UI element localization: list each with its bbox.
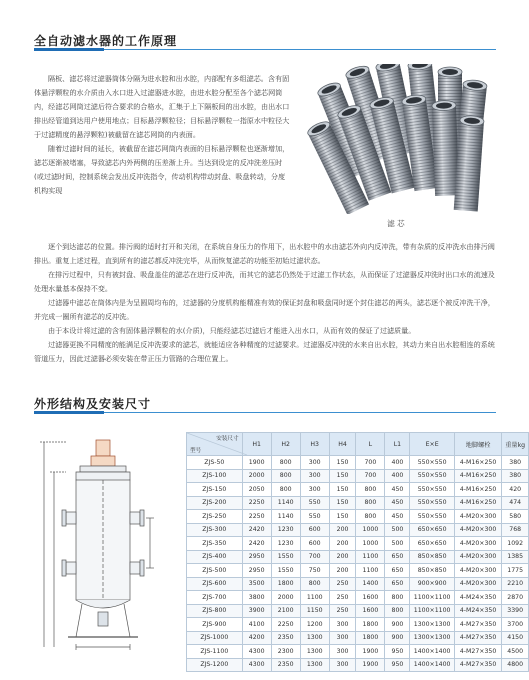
table-row (187, 456, 529, 470)
table-cell: 1800 (356, 631, 385, 645)
table-cell: 550 (300, 510, 329, 524)
table-cell: 4-M16×250 (454, 496, 502, 510)
table-cell: 1800 (271, 577, 300, 591)
table-cell: 550×550 (410, 510, 454, 524)
table-cell: 4-M27×350 (454, 658, 502, 672)
table-cell: 200 (329, 523, 356, 537)
table-cell: 4-M20×300 (454, 550, 502, 564)
table-row (187, 577, 529, 591)
table-cell: 650 (385, 550, 410, 564)
table-cell: 850×850 (410, 550, 454, 564)
corner-label-bottom: 型号 (190, 448, 202, 454)
table-cell: 1600 (356, 591, 385, 605)
table-cell: 4150 (502, 631, 529, 645)
table-row (187, 631, 529, 645)
table-cell: 250 (329, 591, 356, 605)
outline-drawing (36, 432, 176, 662)
table-cell: 4300 (242, 645, 271, 659)
filter-cartridges-image (298, 64, 494, 214)
table-cell: 800 (271, 456, 300, 470)
column-header: 地脚螺栓 (454, 433, 502, 456)
table-corner-cell (187, 433, 243, 456)
model-cell: ZJS-900 (187, 618, 243, 632)
table-cell: 150 (329, 469, 356, 483)
table-cell: 800 (385, 604, 410, 618)
table-cell: 1100 (356, 550, 385, 564)
table-cell: 150 (329, 510, 356, 524)
table-cell: 650 (385, 564, 410, 578)
table-cell: 4-M20×300 (454, 523, 502, 537)
table-row (187, 564, 529, 578)
table-cell: 1300 (300, 645, 329, 659)
table-cell: 1550 (271, 564, 300, 578)
table-cell: 1140 (271, 510, 300, 524)
table-cell: 420 (502, 483, 529, 497)
table-cell: 2870 (502, 591, 529, 605)
photo-caption: 滤 芯 (387, 219, 405, 228)
table-row (187, 550, 529, 564)
table-cell: 1400 (356, 577, 385, 591)
model-cell: ZJS-600 (187, 577, 243, 591)
table-cell: 2950 (242, 564, 271, 578)
table-row (187, 483, 529, 497)
table-cell: 4100 (242, 618, 271, 632)
table-cell: 4-M24×350 (454, 591, 502, 605)
column-header: H2 (271, 433, 300, 456)
table-cell: 1150 (300, 604, 329, 618)
table-cell: 450 (385, 496, 410, 510)
table-cell: 1140 (271, 496, 300, 510)
dimension-table (186, 432, 529, 672)
table-cell: 450 (385, 483, 410, 497)
table-cell: 2350 (271, 658, 300, 672)
table-cell: 2250 (242, 510, 271, 524)
table-cell: 3500 (242, 577, 271, 591)
model-cell: ZJS-100 (187, 469, 243, 483)
table-cell: 1775 (502, 564, 529, 578)
table-cell: 4-M20×300 (454, 564, 502, 578)
table-cell: 3390 (502, 604, 529, 618)
table-cell: 500 (385, 537, 410, 551)
table-cell: 300 (300, 469, 329, 483)
column-header: H1 (242, 433, 271, 456)
table-cell: 650×650 (410, 537, 454, 551)
table-row (187, 496, 529, 510)
column-header: H3 (300, 433, 329, 456)
table-cell: 4-M16×250 (454, 456, 502, 470)
table-cell: 900 (385, 631, 410, 645)
section-divider-accent (34, 411, 104, 414)
table-cell: 300 (300, 483, 329, 497)
table-cell: 700 (356, 469, 385, 483)
table-row (187, 618, 529, 632)
table-cell: 1230 (271, 523, 300, 537)
table-row (187, 658, 529, 672)
table-cell: 1800 (356, 618, 385, 632)
table-cell: 550 (300, 496, 329, 510)
table-cell: 700 (300, 550, 329, 564)
table-cell: 1092 (502, 537, 529, 551)
principle-text-narrow (34, 72, 292, 198)
table-cell: 3900 (242, 604, 271, 618)
table-cell: 1300 (300, 658, 329, 672)
table-cell: 2350 (271, 631, 300, 645)
table-cell: 4-M20×300 (454, 577, 502, 591)
table-cell: 800 (271, 469, 300, 483)
model-cell: ZJS-350 (187, 537, 243, 551)
table-cell: 1100×1100 (410, 604, 454, 618)
table-cell: 650×650 (410, 523, 454, 537)
table-cell: 800 (385, 591, 410, 605)
table-cell: 4-M27×350 (454, 631, 502, 645)
table-cell: 800 (356, 510, 385, 524)
table-cell: 2950 (242, 550, 271, 564)
table-cell: 1385 (502, 550, 529, 564)
table-cell: 380 (502, 456, 529, 470)
section-title-dimensions: 外形结构及安装尺寸 (34, 397, 152, 411)
table-cell: 580 (502, 510, 529, 524)
model-cell: ZJS-250 (187, 510, 243, 524)
table-cell: 1400×1400 (410, 645, 454, 659)
table-cell: 950 (385, 645, 410, 659)
table-cell: 550×550 (410, 483, 454, 497)
table-cell: 300 (329, 645, 356, 659)
table-cell: 1900 (356, 658, 385, 672)
section-title-principle: 全自动滤水器的工作原理 (34, 34, 178, 48)
table-cell: 900×900 (410, 577, 454, 591)
table-cell: 700 (356, 456, 385, 470)
model-cell: ZJS-150 (187, 483, 243, 497)
table-row (187, 537, 529, 551)
table-row (187, 604, 529, 618)
paragraph: 由于本设计将过滤的含有固体悬浮颗粒的水(介质)，只能经滤芯过滤后才能进入出水口，从而有效的保证了过滤质量。 (48, 326, 416, 335)
table-cell: 4-M20×300 (454, 537, 502, 551)
table-cell: 800 (271, 483, 300, 497)
table-cell: 1900 (356, 645, 385, 659)
table-cell: 650 (385, 577, 410, 591)
principle-text-wide (34, 240, 496, 366)
table-cell: 4-M20×300 (454, 510, 502, 524)
paragraph: 随着过滤时间的延长，被截留在滤芯网筒内表面的目标悬浮颗粒也逐渐增加，滤芯逐渐被堵塞，导致滤芯内外两侧的压差渐上升。当达到设定的反冲洗差压时(或过滤时间，控制系统会发出反冲洗指令，传动机构带动封盘、吸盘转动，分度机构实现 (34, 144, 290, 195)
table-cell: 1100 (356, 564, 385, 578)
table-cell: 2000 (271, 591, 300, 605)
paragraph: 在排污过程中，只有被封盘、吸盘盖住的滤芯在进行反冲洗，而其它的滤芯仍然处于过滤工作状态，从而保证了过滤器反冲洗时出口水的流速及处理水量基本保持不变。 (34, 270, 495, 293)
column-header: L1 (385, 433, 410, 456)
model-cell: ZJS-400 (187, 550, 243, 564)
table-cell: 1100×1100 (410, 591, 454, 605)
table-cell: 800 (300, 577, 329, 591)
table-cell: 1200 (300, 618, 329, 632)
table-cell: 150 (329, 496, 356, 510)
table-cell: 500 (385, 523, 410, 537)
table-row (187, 469, 529, 483)
filter-cartridge (432, 100, 459, 196)
table-cell: 1000 (356, 523, 385, 537)
table-cell: 200 (329, 564, 356, 578)
section-divider-accent (34, 48, 104, 51)
table-cell: 600 (300, 523, 329, 537)
filter-outline-drawing (36, 432, 176, 662)
table-cell: 2050 (242, 483, 271, 497)
paragraph: 隔板、滤芯将过滤器筒体分隔为进水腔和出水腔，内部配有多组滤芯。含有固体悬浮颗粒的水介质由入水口进入过滤器进水腔，由进水腔分配至各个滤芯网筒内，经滤芯网筒过滤后符合要求的合格水，汇集于上下隔板间的出水腔，由出水口排出经管道到达用户使用地点；目标悬浮颗粒径；目标悬浮颗粒一指原水中粒径大于过滤精度的悬浮颗粒)被截留在滤芯网筒的内表面。 (34, 74, 290, 139)
column-header: 重量kg (502, 433, 529, 456)
table-cell: 2000 (242, 469, 271, 483)
table-cell: 800 (356, 483, 385, 497)
model-cell: ZJS-200 (187, 496, 243, 510)
table-cell: 250 (329, 577, 356, 591)
table-cell: 950 (385, 658, 410, 672)
table-cell: 768 (502, 523, 529, 537)
paragraph: 过滤器中滤芯在筒体内是为呈圆周均布的，过滤器的分度机构能精准有效的保证封盘和吸盘同时逐个封住滤芯的两头，滤芯逐个被反冲洗干净，并完成一圈所有滤芯的反冲洗。 (34, 298, 495, 321)
model-cell: ZJS-300 (187, 523, 243, 537)
table-cell: 400 (385, 469, 410, 483)
table-cell: 2420 (242, 537, 271, 551)
table-header-row (187, 433, 529, 456)
table-cell: 600 (300, 537, 329, 551)
corner-label-top: 安装尺寸 (216, 436, 239, 442)
table-cell: 2300 (271, 645, 300, 659)
model-cell: ZJS-1100 (187, 645, 243, 659)
table-cell: 550×550 (410, 469, 454, 483)
table-cell: 150 (329, 483, 356, 497)
table-cell: 4-M27×350 (454, 645, 502, 659)
table-cell: 800 (356, 496, 385, 510)
table-cell: 450 (385, 510, 410, 524)
column-header: H4 (329, 433, 356, 456)
table-cell: 900 (385, 618, 410, 632)
table-cell: 1900 (242, 456, 271, 470)
table-cell: 550×550 (410, 456, 454, 470)
paragraph: 过滤器更换不同精度的能满足反冲洗要求的滤芯，就能适应各种精度的过滤要求。过滤器反冲洗的水来自出水腔，其动力来自出水腔相连的系统管道压力，因此过滤器必须安装在带正压力管路的合理位置上。 (34, 340, 495, 363)
table-cell: 300 (329, 618, 356, 632)
table-cell: 150 (329, 456, 356, 470)
paragraph: 逐个到达滤芯的位置。排污阀的适时打开和关闭，在系统自身压力的作用下，出水腔中的水由滤芯外向内反冲洗，带有杂质的反冲洗水由排污阀排出。重复上述过程，直到所有的滤芯都反冲洗完毕，从而恢复滤芯的功能至初始过滤状态。 (34, 242, 495, 265)
table-cell: 300 (329, 658, 356, 672)
table-cell: 250 (329, 604, 356, 618)
table-cell: 300 (300, 456, 329, 470)
table-cell: 1000 (356, 537, 385, 551)
table-cell: 4-M16×250 (454, 483, 502, 497)
table-cell: 3700 (502, 618, 529, 632)
table-cell: 2210 (502, 577, 529, 591)
model-cell: ZJS-50 (187, 456, 243, 470)
table-cell: 4-M24×350 (454, 604, 502, 618)
table-cell: 1100 (300, 591, 329, 605)
table-cell: 850×850 (410, 564, 454, 578)
table-row (187, 591, 529, 605)
table-cell: 4-M27×350 (454, 618, 502, 632)
model-cell: ZJS-1000 (187, 631, 243, 645)
table-cell: 4800 (502, 658, 529, 672)
model-cell: ZJS-700 (187, 591, 243, 605)
table-cell: 1300×1300 (410, 631, 454, 645)
table-cell: 4-M16×250 (454, 469, 502, 483)
table-cell: 1300 (300, 631, 329, 645)
table-cell: 400 (385, 456, 410, 470)
table-row (187, 645, 529, 659)
table-cell: 200 (329, 537, 356, 551)
table-cell: 200 (329, 550, 356, 564)
table-cell: 2420 (242, 523, 271, 537)
model-cell: ZJS-800 (187, 604, 243, 618)
table-cell: 4500 (502, 645, 529, 659)
table-row (187, 523, 529, 537)
table-cell: 550×550 (410, 496, 454, 510)
table-row (187, 510, 529, 524)
model-cell: ZJS-1200 (187, 658, 243, 672)
table-cell: 474 (502, 496, 529, 510)
table-cell: 2100 (271, 604, 300, 618)
table-cell: 1600 (356, 604, 385, 618)
table-cell: 1550 (271, 550, 300, 564)
column-header: E×E (410, 433, 454, 456)
table-cell: 1300×1300 (410, 618, 454, 632)
table-cell: 750 (300, 564, 329, 578)
filter-element-photo (298, 64, 494, 214)
table-cell: 2250 (242, 496, 271, 510)
table-cell: 1230 (271, 537, 300, 551)
table-cell: 3800 (242, 591, 271, 605)
table-cell: 2250 (271, 618, 300, 632)
model-cell: ZJS-500 (187, 564, 243, 578)
table-cell: 4200 (242, 631, 271, 645)
table-cell: 1400×1400 (410, 658, 454, 672)
table-cell: 300 (329, 631, 356, 645)
table-cell: 4300 (242, 658, 271, 672)
column-header: L (356, 433, 385, 456)
table-cell: 380 (502, 469, 529, 483)
